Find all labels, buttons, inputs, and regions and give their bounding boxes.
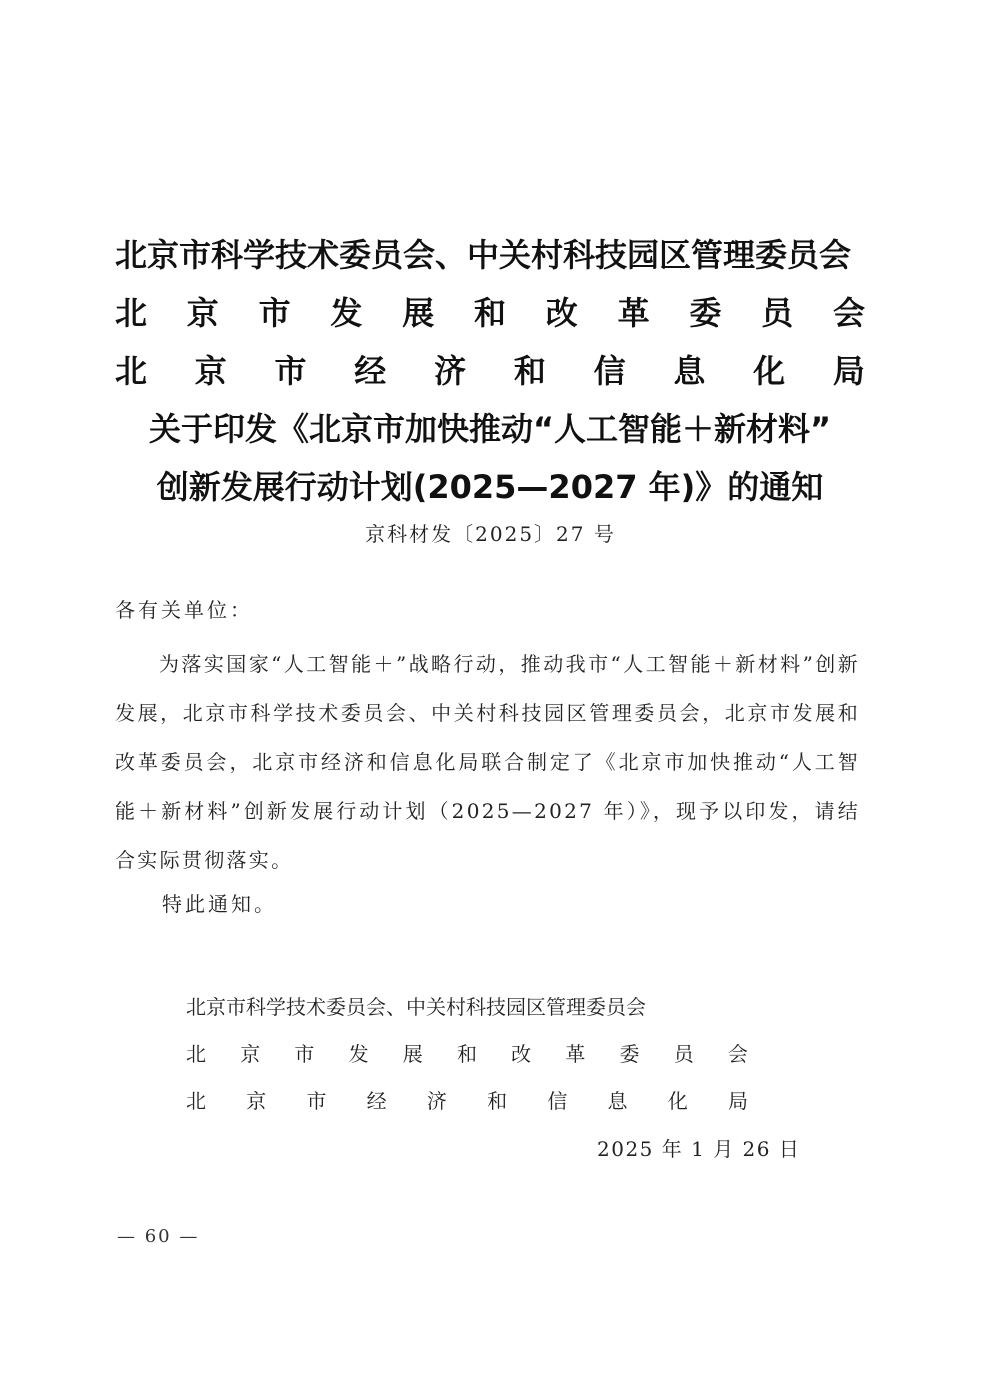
closing-remark: 特此通知。 [162, 892, 277, 916]
signature-char: 和 [456, 1042, 477, 1066]
body-paragraph: 为落实国家“人工智能＋”战略行动，推动我市“人工智能＋新材料”创新发展，北京市科学技术委员会、中关村科技园区管理委员会，北京市发展和改革委员会，北京市经济和信息化局联合制定了《北京市加快推动“人工智能＋新材料”创新发展行动计划（2025—2027 年）》，现予以印发，请结合实际贯彻落实。 [115, 652, 860, 872]
title-char: 化 [753, 352, 786, 390]
signature-line-3 [186, 1078, 748, 1125]
signature-char: 济 [426, 1089, 447, 1113]
title-line-4: 关于印发《北京市加快推动“人工智能＋新材料” [148, 410, 832, 448]
title-char: 京 [194, 352, 227, 390]
signature-char: 京 [246, 1089, 267, 1113]
signature-char: 员 [673, 1042, 694, 1066]
title-char: 展 [402, 294, 435, 332]
title-char: 和 [473, 294, 506, 332]
signature-char: 北 [186, 1089, 206, 1113]
signature-char: 革 [565, 1042, 586, 1066]
signature-line-2 [186, 1031, 748, 1078]
signature-char: 化 [667, 1089, 688, 1113]
title-char: 北 [115, 352, 148, 390]
title-char: 会 [832, 294, 865, 332]
title-char: 信 [593, 352, 626, 390]
signature-line-1: 北京市科学技术委员会、中关村科技园区管理委员会 [186, 995, 646, 1019]
signature-char: 北 [186, 1042, 206, 1066]
title-char: 京 [186, 294, 219, 332]
signature-block [186, 984, 748, 1125]
signature-char: 市 [306, 1089, 327, 1113]
signature-char: 发 [348, 1042, 369, 1066]
page-number: — 60 — [117, 1226, 200, 1247]
title-char: 局 [832, 352, 865, 390]
document-number: 京科材发〔2025〕27 号 [365, 522, 616, 546]
signature-char: 京 [240, 1042, 261, 1066]
title-char: 改 [545, 294, 578, 332]
title-line-2 [115, 284, 865, 342]
title-line-3 [115, 342, 865, 400]
signature-char: 息 [607, 1089, 628, 1113]
signature-char: 局 [727, 1089, 748, 1113]
signature-char: 市 [294, 1042, 315, 1066]
title-char: 济 [434, 352, 467, 390]
title-char: 北 [115, 294, 148, 332]
document-title [115, 226, 865, 516]
signature-char: 展 [402, 1042, 423, 1066]
title-char: 发 [330, 294, 363, 332]
title-char: 和 [513, 352, 546, 390]
title-line-5: 创新发展行动计划(2025—2027 年)》的通知 [156, 468, 824, 506]
salutation: 各有关单位： [115, 598, 253, 622]
title-char: 委 [689, 294, 722, 332]
title-char: 市 [274, 352, 307, 390]
title-char: 员 [761, 294, 794, 332]
signature-char: 改 [511, 1042, 532, 1066]
title-line-1: 北京市科学技术委员会、中关村科技园区管理委员会 [115, 236, 852, 274]
signature-char: 经 [366, 1089, 387, 1113]
title-char: 息 [673, 352, 706, 390]
signature-char: 信 [547, 1089, 568, 1113]
signature-char: 和 [487, 1089, 508, 1113]
signature-char: 委 [619, 1042, 640, 1066]
signature-date: 2025 年 1 月 26 日 [597, 1137, 801, 1161]
signature-char: 会 [727, 1042, 748, 1066]
title-char: 市 [258, 294, 291, 332]
title-char: 经 [354, 352, 387, 390]
title-char: 革 [617, 294, 650, 332]
